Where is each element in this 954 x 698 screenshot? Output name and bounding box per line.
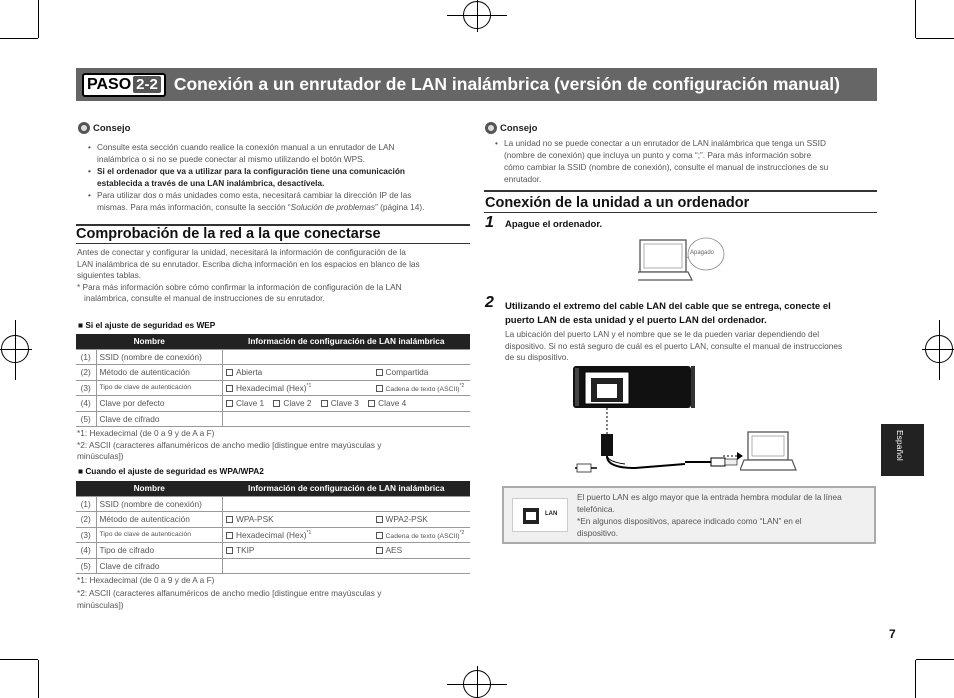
section-rule bbox=[484, 190, 877, 192]
table-row: (2) Método de autenticación Abierta Compartida bbox=[76, 365, 470, 381]
section-rule bbox=[76, 224, 470, 226]
step-number: 2 bbox=[485, 294, 494, 311]
tip-heading: Consejo bbox=[485, 122, 880, 134]
table2-subhead: ■ Cuando el ajuste de seguridad es WPA/WPA2 bbox=[78, 466, 264, 476]
checkbox[interactable] bbox=[226, 547, 233, 554]
step-number: 2-2 bbox=[133, 76, 161, 93]
section-rule bbox=[484, 212, 877, 213]
step-description: La ubicación del puerto LAN y el nombre que se le da pueden variar dependiendo del dispositivo. Si no está seguro de cuál es el puerto LAN, consulte el manual de instrucciones de su dispositivo. bbox=[505, 329, 843, 362]
step-text: Apague el ordenador. bbox=[505, 219, 603, 230]
left-tip bbox=[78, 122, 470, 213]
table-row: (5) Clave de cifrado bbox=[76, 411, 470, 427]
checkbox[interactable] bbox=[376, 385, 383, 392]
checkbox[interactable] bbox=[376, 516, 383, 523]
checkbox[interactable] bbox=[226, 369, 233, 376]
off-bubble: Apagado bbox=[690, 250, 715, 256]
table1-notes: *1: Hexadecimal (de 0 a 9 y de A a F) *2: ASCII (caracteres alfanuméricos de ancho medio [distingue entre mayúsculas y minúsculas]) bbox=[77, 428, 382, 461]
step-text: Utilizando el extremo del cable LAN del cable que se entrega, conecte el puerto LAN de esta unidad y el puerto LAN del ordenador. bbox=[505, 301, 831, 326]
tip-bullet: • Si el ordenador que va a utilizar para la configuración tiene una comunicación establecida a través de una LAN inalámbrica, desactívela. bbox=[78, 165, 470, 189]
page-title: Conexión a un enrutador de LAN inalámbrica (versión de configuración manual) bbox=[173, 74, 840, 94]
table2-notes: *1: Hexadecimal (de 0 a 9 y de A a F) *2: ASCII (caracteres alfanuméricos de ancho medio [distingue entre mayúsculas y minúsculas]) bbox=[77, 575, 382, 610]
table-row: (3) Tipo de clave de autenticación Hexadecimal (Hex)$^{*1}$ Cadena de texto (ASCII)$^{*2}$ bbox=[76, 380, 470, 396]
language-tab bbox=[881, 424, 924, 476]
key-entry[interactable] bbox=[223, 411, 471, 427]
tip-heading: Consejo bbox=[78, 122, 470, 134]
table1-subhead: ■ Si el ajuste de seguridad es WEP bbox=[78, 320, 216, 330]
tip-bullet: • Consulte esta sección cuando realice la conexión manual a un enrutador de LAN inalámbrica o si no se puede conectar al mismo utilizando el botón WPS. bbox=[78, 141, 470, 165]
lan-port-icon: LAN bbox=[512, 498, 568, 532]
section-rule bbox=[76, 243, 470, 244]
tip-icon bbox=[485, 122, 497, 134]
table-row: (1) SSID (nombre de conexión) bbox=[76, 349, 470, 365]
page-number: 7 bbox=[889, 627, 896, 641]
table-row: (3) Tipo de clave de autenticación Hexadecimal (Hex)$^{*1}$ Cadena de texto (ASCII)$^{*2}$ bbox=[76, 527, 470, 543]
checkbox[interactable] bbox=[226, 516, 233, 523]
tip-bullet: • La unidad no se puede conectar a un enrutador de LAN inalámbrica que tenga un SSID (nombre de conexión) que incluya un punto y coma “;”. Para más información sobre cómo cambiar la SSID (nombre de conexión), consulte el manual de instrucciones de su enrutador. bbox=[485, 137, 880, 185]
note-text: El puerto LAN es algo mayor que la entrada hembra modular de la línea telefónica. *En algunos dispositivos, aparece indicado como “LAN” en el dispositivo. bbox=[577, 492, 842, 538]
step-badge bbox=[82, 73, 166, 97]
section-title: Conexión de la unidad a un ordenador bbox=[485, 195, 750, 211]
tip-bullet: • Para utilizar dos o más unidades como esta, necesitará cambiar la dirección IP de las mismas. Para más información, consulte la sección “Solución de problemas” (página 14). bbox=[78, 189, 470, 213]
checkbox[interactable] bbox=[226, 400, 233, 407]
table-row: (4) Clave por defecto Clave 1 Clave 2 Clave 3 Clave 4 bbox=[76, 396, 470, 412]
checkbox[interactable] bbox=[376, 547, 383, 554]
right-tip bbox=[485, 122, 880, 185]
laptop-off-illustration bbox=[638, 236, 748, 290]
table-row: (2) Método de autenticación WPA-PSK WPA2-PSK bbox=[76, 512, 470, 528]
checkbox[interactable] bbox=[376, 369, 383, 376]
language-label: Español bbox=[895, 430, 905, 461]
tip-icon bbox=[78, 122, 90, 134]
checkbox[interactable] bbox=[273, 400, 280, 407]
ssid-entry[interactable] bbox=[223, 496, 471, 512]
checkbox[interactable] bbox=[226, 532, 233, 539]
checkbox[interactable] bbox=[226, 385, 233, 392]
table-row: (4) Tipo de cifrado TKIP AES bbox=[76, 543, 470, 559]
checkbox[interactable] bbox=[376, 532, 383, 539]
wep-table: Nombre Información de configuración de LAN inalámbrica (1) SSID (nombre de conexión) (2) Método de autenticación Abierta Compartida (3) Tipo de clave de autenticación Hexadecimal (Hex)$^{*1}$ Cadena de texto (ASCII)$^{*2}$ (4) Clave por defecto Clave 1 Clave 2 Clave 3 Clave 4 (5) Clave de cifrado bbox=[76, 334, 470, 427]
table-row: (1) SSID (nombre de conexión) bbox=[76, 496, 470, 512]
lan-port-note bbox=[502, 486, 876, 544]
checkbox[interactable] bbox=[321, 400, 328, 407]
header-bar bbox=[76, 68, 877, 101]
step-label: PASO bbox=[87, 75, 132, 93]
intro-paragraph: Antes de conectar y configurar la unidad, necesitará la información de configuración de la LAN inalámbrica de su enrutador. Escriba dicha información en los espacios en blanco de las siguientes tablas. * Para más información sobre cómo confirmar la información de configuración de la LAN inalámbrica, consulte el manual de instrucciones de su enrutador. bbox=[77, 247, 420, 303]
wpa-table: Nombre Información de configuración de LAN inalámbrica (1) SSID (nombre de conexión) (2) Método de autenticación WPA-PSK WPA2-PSK (3) Tipo de clave de autenticación Hexadecimal (Hex)$^{*1}$ Cadena de texto (ASCII)$^{*2}$ (4) Tipo de cifrado TKIP AES (5) Clave de cifrado bbox=[76, 481, 470, 574]
laptop-illustration bbox=[740, 430, 798, 476]
key-entry[interactable] bbox=[223, 558, 471, 574]
checkbox[interactable] bbox=[368, 400, 375, 407]
section-title: Comprobación de la red a la que conectarse bbox=[76, 226, 381, 242]
ssid-entry[interactable] bbox=[223, 349, 471, 365]
table-row: (5) Clave de cifrado bbox=[76, 558, 470, 574]
step-number: 1 bbox=[485, 214, 494, 231]
